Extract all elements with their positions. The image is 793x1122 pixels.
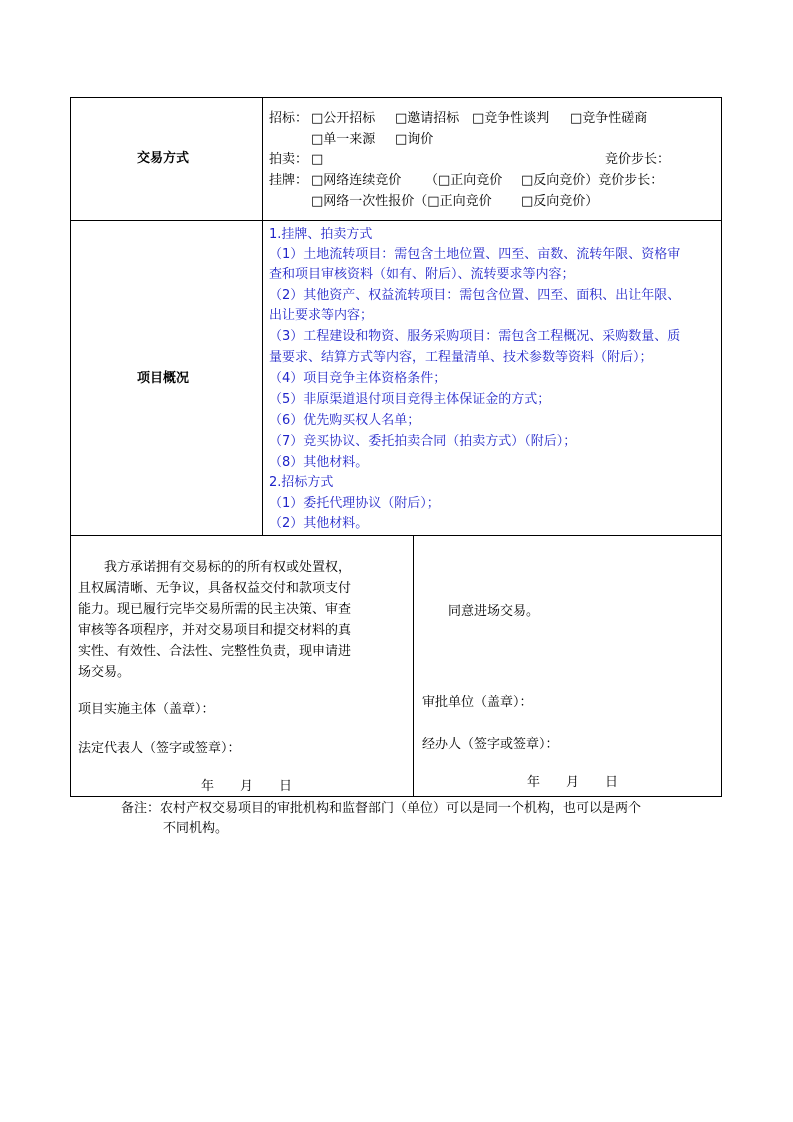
table-divider-row2 [70, 535, 722, 536]
table-divider-row1 [70, 220, 722, 221]
table-sign-divider [413, 535, 414, 796]
applicant-statement-line: 我方承诺拥有交易标的的所有权或处置权， [104, 560, 352, 575]
listing-option-continuous[interactable]: □网络连续竞价 [311, 173, 402, 188]
overview-line: （4）项目竞争主体资格条件； [269, 371, 447, 386]
auction-step-label: 竞价步长： [605, 152, 671, 167]
table-border-left [70, 97, 71, 797]
listing-option-reverse-2[interactable]: □反向竞价） [521, 194, 599, 209]
applicant-statement-line: 能力。现已履行完毕交易所需的民主决策、审查 [78, 602, 352, 617]
applicant-statement-line: 审核等各项程序，并对交易项目和提交材料的真 [78, 623, 352, 638]
note-line-1: 备注：农村产权交易项目的审批机构和监督部门（单位）可以是同一个机构，也可以是两个 [121, 801, 642, 816]
overview-line: （3）工程建设和物资、服务采购项目：需包含工程概况、采购数量、质 [269, 329, 681, 344]
bidding-option-single-source[interactable]: □单一来源 [311, 132, 376, 147]
approval-handler: 经办人（签字或签章）： [422, 737, 559, 752]
approval-unit-seal: 审批单位（盖章）： [422, 695, 533, 710]
approval-opinion: 同意进场交易。 [448, 604, 540, 619]
approval-date: 年 月 日 [527, 775, 619, 790]
bidding-option-invite[interactable]: □邀请招标 [395, 111, 460, 126]
bidding-option-inquiry[interactable]: □询价 [395, 132, 434, 147]
applicant-date: 年 月 日 [201, 779, 293, 794]
table-border-right [721, 97, 722, 797]
overview-line: （5）非原渠道退付项目竞得主体保证金的方式； [269, 392, 551, 407]
overview-line: 1.挂牌、拍卖方式 [269, 227, 373, 242]
overview-line: （2）其他资产、权益流转项目：需包含位置、四至、面积、出让年限、 [269, 288, 681, 303]
auction-prefix: 拍卖： [269, 152, 309, 167]
overview-line: （1）土地流转项目：需包含土地位置、四至、亩数、流转年限、资格审 [269, 247, 681, 262]
table-border-top [70, 97, 722, 98]
overview-line: 量要求、结算方式等内容，工程量清单、技术参数等资料（附后）； [269, 350, 653, 365]
applicant-legal-rep: 法定代表人（签字或签章）： [78, 741, 241, 756]
table-col-divider [262, 97, 263, 535]
bidding-prefix: 招标： [269, 111, 309, 126]
bidding-option-consultation[interactable]: □竞争性磋商 [570, 111, 648, 126]
overview-line: （6）优先购买权人名单； [269, 413, 421, 428]
overview-line: 出让要求等内容； [269, 308, 374, 323]
listing-option-forward-1[interactable]: （□正向竞价 [425, 173, 503, 188]
project-overview-label: 项目概况 [137, 371, 190, 386]
note-line-2: 不同机构。 [163, 821, 229, 836]
bidding-option-negotiation[interactable]: □竞争性谈判 [472, 111, 550, 126]
listing-option-one-time[interactable]: □网络一次性报价（□正向竞价 [311, 194, 492, 209]
overview-line: （7）竞买协议、委托拍卖合同（拍卖方式）（附后）； [269, 434, 577, 449]
overview-line: 2.招标方式 [269, 475, 334, 490]
listing-option-reverse-1[interactable]: □反向竞价）竞价步长： [521, 173, 664, 188]
auction-checkbox[interactable]: □ [311, 152, 324, 167]
trade-method-label: 交易方式 [137, 151, 190, 166]
applicant-entity-seal: 项目实施主体（盖章）： [78, 702, 215, 717]
overview-line: （1）委托代理协议（附后）； [269, 496, 440, 511]
table-border-bottom [70, 796, 722, 797]
bidding-option-open[interactable]: □公开招标 [311, 111, 376, 126]
applicant-statement-line: 实性、有效性、合法性、完整性负责，现申请进 [78, 644, 352, 659]
overview-line: （2）其他材料。 [269, 516, 369, 531]
overview-line: 查和项目审核资料（如有、附后）、流转要求等内容； [269, 267, 575, 282]
overview-line: （8）其他材料。 [269, 455, 369, 470]
applicant-statement-line: 且权属清晰、无争议，具备权益交付和款项支付 [78, 581, 352, 596]
applicant-statement-line: 场交易。 [78, 665, 131, 680]
listing-prefix: 挂牌： [269, 173, 309, 188]
